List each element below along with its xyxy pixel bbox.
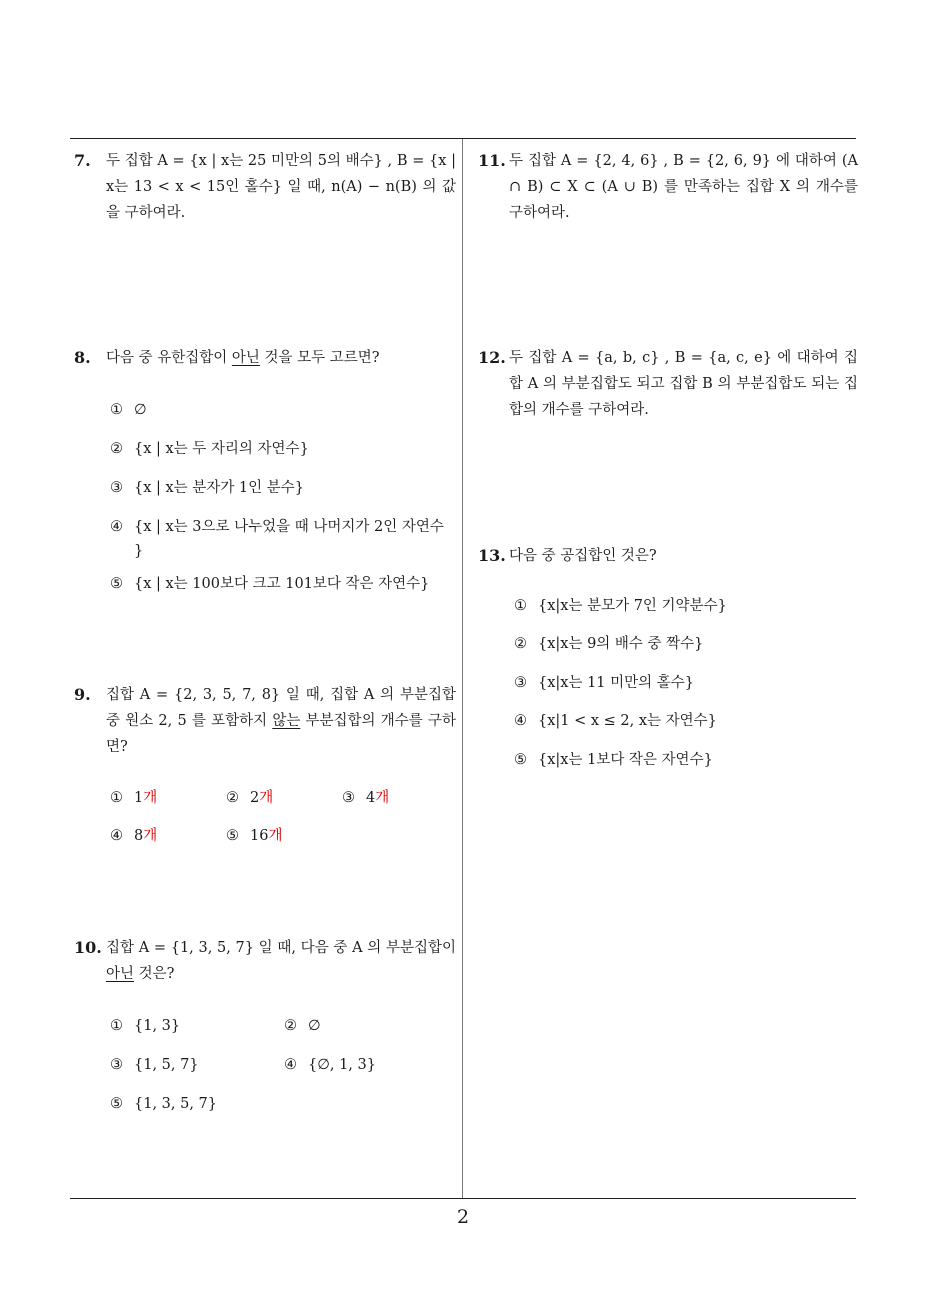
choice-2[interactable]: ② 2개	[226, 790, 274, 806]
choice-2[interactable]: ② {x|x는 9의 배수 중 짝수}	[514, 636, 704, 652]
column-divider	[462, 139, 463, 1198]
choice-5[interactable]: ⑤ {1, 3, 5, 7}	[110, 1096, 218, 1112]
question-text: 다음 중 공집합인 것은?	[509, 548, 657, 564]
question-7	[74, 148, 456, 226]
question-13	[478, 543, 858, 569]
choice-3[interactable]: ③ {x | x는 분자가 1인 분수}	[110, 480, 305, 496]
choice-2[interactable]: ② ∅	[284, 1018, 321, 1034]
underlined-word: 않는	[272, 713, 301, 729]
choice-5[interactable]: ⑤ {x | x는 100보다 크고 101보다 작은 자연수}	[110, 576, 430, 592]
question-text: 집합 A = {2, 3, 5, 7, 8} 일 때, 집합 A 의 부분집합 중 원소 2, 5 를 포함하지 않는 부분집합의 개수를 구하면?	[106, 687, 456, 755]
choice-4[interactable]: ④ {x|1 < x ≤ 2, x는 자연수}	[514, 713, 717, 729]
question-12	[478, 345, 858, 423]
question-number: 9.	[74, 685, 91, 704]
page-number: 2	[456, 1206, 470, 1228]
bottom-rule	[70, 1198, 856, 1199]
choice-1[interactable]: ① {1, 3}	[110, 1018, 181, 1034]
choice-3[interactable]: ③ {1, 5, 7}	[110, 1057, 199, 1073]
choice-5[interactable]: ⑤ 16개	[226, 828, 283, 844]
question-number: 13.	[478, 546, 506, 565]
choice-3[interactable]: ③ 4개	[342, 790, 390, 806]
choice-3[interactable]: ③ {x|x는 11 미만의 홀수}	[514, 675, 695, 691]
underlined-word: 아닌	[106, 966, 135, 982]
choice-4[interactable]: ④ {x | x는 3으로 나누었을 때 나머지가 2인 자연수 }	[110, 519, 444, 559]
question-text: 두 집합 A = {a, b, c} , B = {a, c, e} 에 대하여 집합 A 의 부분집합도 되고 집합 B 의 부분집합도 되는 집합의 개수를 구하여라.	[509, 350, 858, 418]
question-10	[74, 935, 456, 987]
question-11	[478, 148, 858, 226]
choice-1[interactable]: ① ∅	[110, 402, 147, 418]
question-8	[74, 345, 456, 371]
question-text: 두 집합 A = {2, 4, 6} , B = {2, 6, 9} 에 대하여 (A ∩ B) ⊂ X ⊂ (A ∪ B) 를 만족하는 집합 X 의 개수를 구하여라.	[509, 153, 858, 221]
question-9	[74, 682, 456, 760]
question-number: 7.	[74, 151, 91, 170]
question-number: 8.	[74, 348, 91, 367]
choice-4[interactable]: ④ 8개	[110, 828, 158, 844]
question-number: 11.	[478, 151, 506, 170]
top-rule	[70, 138, 856, 139]
choice-4[interactable]: ④ {∅, 1, 3}	[284, 1057, 376, 1073]
choice-1[interactable]: ① {x|x는 분모가 7인 기약분수}	[514, 598, 727, 614]
underlined-word: 아닌	[231, 350, 260, 366]
question-number: 12.	[478, 348, 506, 367]
choice-1[interactable]: ① 1개	[110, 790, 158, 806]
question-number: 10.	[74, 938, 102, 957]
question-text: 다음 중 유한집합이 아닌 것을 모두 고르면?	[106, 350, 380, 366]
choice-2[interactable]: ② {x | x는 두 자리의 자연수}	[110, 441, 309, 457]
question-text: 두 집합 A = {x | x는 25 미만의 5의 배수} , B = {x | x는 13 < x < 15인 홀수} 일 때, n(A) − n(B) 의 값을 구하여라.	[106, 153, 456, 221]
question-text: 집합 A = {1, 3, 5, 7} 일 때, 다음 중 A 의 부분집합이 아닌 것은?	[106, 940, 456, 982]
choice-5[interactable]: ⑤ {x|x는 1보다 작은 자연수}	[514, 752, 713, 768]
